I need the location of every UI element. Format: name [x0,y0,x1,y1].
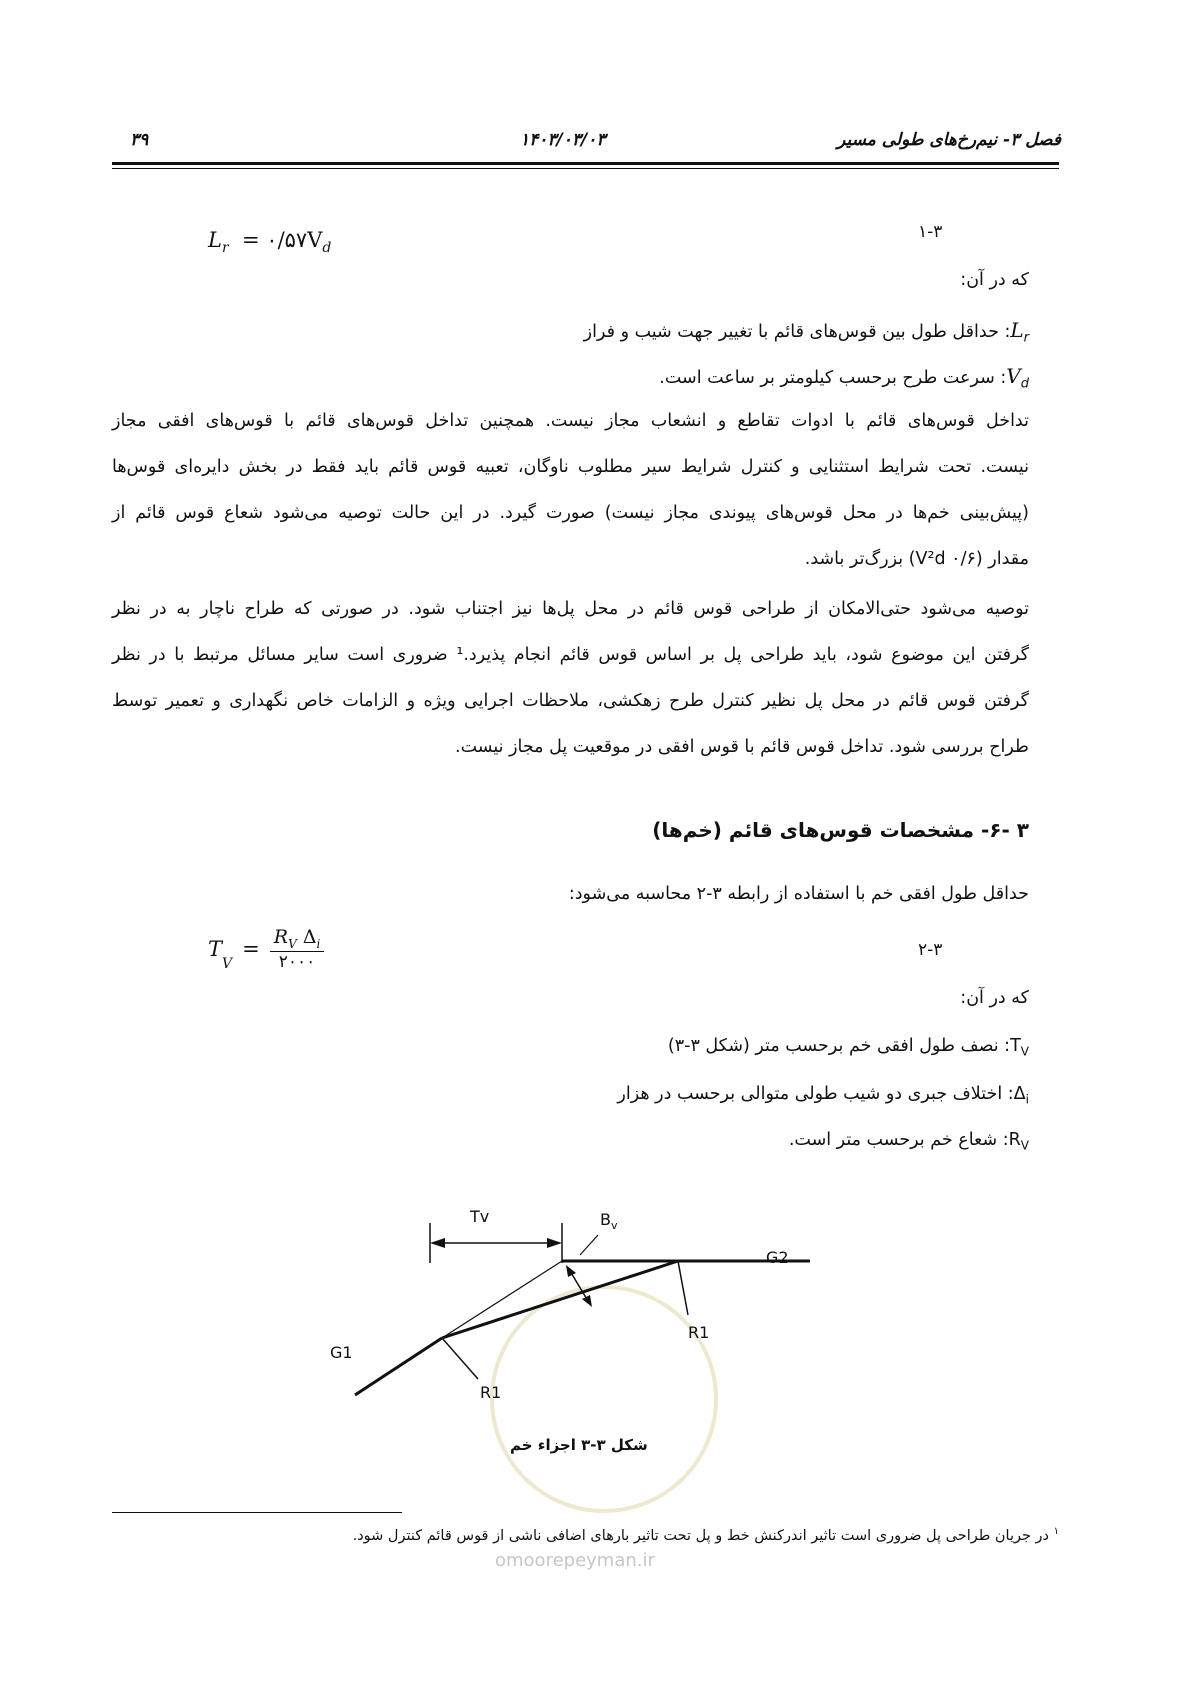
equation-1: $L_r$ = $۰/۵۷V_d$ [208,228,332,257]
paragraph-2: توصیه می‌شود حتی‌الامکان از طراحی قوس قائم در محل پل‌ها نیز اجتناب شود. در صورتی که طراح ناچار به در نظر گرفتن این موضوع شود، باید طراحی پل بر اساس قوس قائم انجام پذیرد.¹ ضروری است سایر مسائل مرتبط با در نظر گرفتن قوس قائم در محل پل نظیر کنترل طرح زهکشی، ملاحظات اجرایی ویژه و الزامات خاص نگهداری و تعمیر توسط طراح بررسی شود. تداخل قوس قائم با قوس افقی در موقعیت پل مجاز نیست. [112,599,1029,757]
r1-left-label: R1 [480,1383,502,1402]
definition-intro-1: که در آن: [960,270,1029,290]
g1-label: G1 [330,1343,353,1362]
equation-2-number: ۲-۳ [918,940,943,960]
header-rule-thin [112,168,1059,169]
definition-delta: $\Delta_i$: اختلاف جبری دو شیب طولی متوالی برحسب در هزار [617,1084,1029,1107]
tangent-line [442,1261,562,1338]
vertical-curve-figure [330,1195,830,1415]
section-heading: ۳ -۶- مشخصات قوس‌های قائم (خم‌ها) [652,818,1029,842]
definition-rv: $R_V$: شعاع خم برحسب متر است. [788,1130,1029,1153]
definition-tv: $T_V$: نصف طول افقی خم برحسب متر (شکل ۳-۳) [667,1036,1029,1059]
r1-right-leader [678,1261,688,1315]
header-rule-thick [112,162,1059,165]
footnote-rule [112,1512,402,1513]
footnote: $^۱$ در جریان طراحی پل ضروری است تاثیر اندرکنش خط و پل تحت تاثیر بارهای اضافی ناشی از قوس قائم کنترل شود. [352,1526,1059,1544]
definition-lr: $L_r$: حداقل طول بین قوس‌های قائم با تغییر جهت شیب و فراز [583,318,1029,346]
tv-label: Tv [470,1207,490,1226]
definition-intro-2: که در آن: [960,988,1029,1008]
header-date: ۱۴۰۳/۰۳/۰۳ [520,130,606,150]
chapter-title: فصل ۳- نیم‌رخ‌های طولی مسیر [837,130,1061,150]
watermark-text: omoorepeyman.ir [495,1550,655,1571]
g2-label: G2 [766,1248,789,1267]
grade-g1-line [355,1338,442,1395]
equation-2: T $_V$ = $R_V$ $\Delta_i$ ۲۰۰۰ [208,926,324,972]
figure-caption: شکل ۳-۳ اجزاء خم [510,1436,648,1454]
paragraph-3: حداقل طول افقی خم با استفاده از رابطه ۳-۲ محاسبه می‌شود: [568,884,1029,904]
curve-chord [442,1261,678,1338]
paragraph-1: تداخل قوس‌های قائم با ادوات تقاطع و انشعاب مجاز نیست. همچنین تداخل قوس‌های قائم با قوس‌های افقی مجاز نیست. تحت شرایط استثنایی و کنترل شرایط سیر مطلوب ناوگان، تعبیه قوس قائم باید فقط در بخش دایره‌ای قوس‌ها (پیش‌بینی خم‌ها در محل قوس‌های پیوندی مجاز نیست) صورت گیرد. در این حالت توصیه می‌شود شعاع قوس قائم از مقدار (۰/۶ V²d) بزرگ‌تر باشد. [112,411,1029,569]
page-number: ۳۹ [130,130,149,150]
r1-right-label: R1 [688,1323,710,1342]
equation-1-number: ۱-۳ [918,222,943,242]
r1-left-leader [442,1338,478,1379]
bv-label: $B_v$ [600,1210,618,1233]
definition-vd: $V_d$: سرعت طرح برحسب کیلومتر بر ساعت است. [659,364,1029,392]
